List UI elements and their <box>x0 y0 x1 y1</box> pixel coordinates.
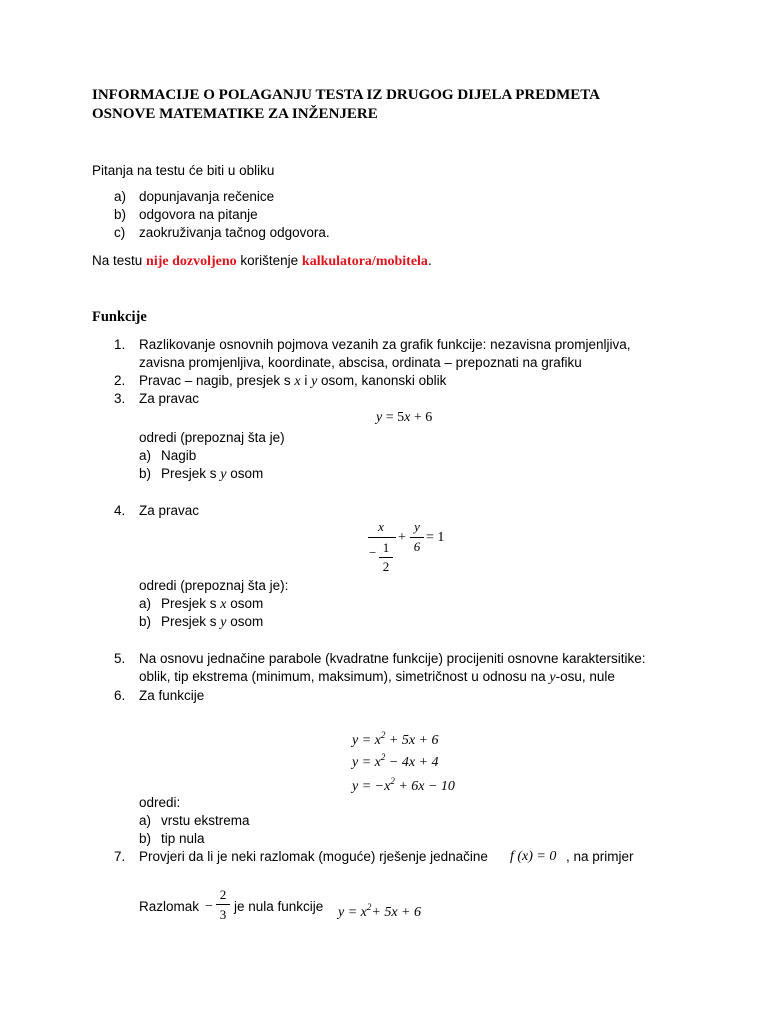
q3-instruction: odredi (prepoznaj šta je) <box>139 430 285 445</box>
q7-example-function: $y = x^2+ 5x + 6$ <box>338 902 421 920</box>
q6-number: 6. <box>114 688 126 703</box>
q6-equation-3: $y = -x^2 + 6x - 10$ <box>352 776 455 794</box>
q4-frac1-numerator: x <box>378 519 384 534</box>
q5-number: 5. <box>114 651 126 666</box>
q6-item-b-text: tip nula <box>161 831 205 846</box>
intro-item-c-label: c) <box>114 225 126 240</box>
q4-inner-bar <box>379 557 393 558</box>
q3-item-a-label: a) <box>139 448 152 463</box>
intro-item-a-text: dopunjavanja rečenice <box>139 189 275 204</box>
q6-item-b-label: b) <box>139 831 152 846</box>
q7-example-denominator: 3 <box>219 907 227 922</box>
q4-frac2-bar <box>410 537 424 538</box>
q4-frac1-minus: − <box>369 545 377 560</box>
intro-item-b-label: b) <box>114 207 127 222</box>
q6-text: Za funkcije <box>139 688 205 703</box>
note-calculators: kalkulatora/mobitela <box>301 254 428 269</box>
title-line-2: OSNOVE MATEMATIKE ZA INŽENJERE <box>92 106 378 122</box>
q3-text: Za pravac <box>139 391 200 406</box>
q7-equation: f (x) = 0 <box>510 849 557 864</box>
q4-rhs: = 1 <box>426 530 445 545</box>
q6-item-a-text: vrstu ekstrema <box>161 813 250 828</box>
q4-item-b-label: b) <box>139 614 152 629</box>
section-heading: Funkcije <box>92 309 147 325</box>
intro-item-b-text: odgovora na pitanje <box>139 207 258 222</box>
q7-number: 7. <box>114 849 126 864</box>
q7-example-bar <box>216 904 230 905</box>
q6-equation-2: $y = x^2 - 4x + 4$ <box>352 752 439 770</box>
q7-example-minus: − <box>205 899 213 914</box>
q4-item-a-label: a) <box>139 596 152 611</box>
q4-plus: + <box>398 530 406 545</box>
q7-example-middle: je nula funkcije <box>234 899 324 914</box>
intro-item-c-text: zaokruživanja tačnog odgovora. <box>139 225 330 240</box>
q5-line-1: Na osnovu jednačine parabole (kvadratne funkcije) procijeniti osnovne karaktersitike: <box>139 651 646 666</box>
q2-number: 2. <box>114 373 126 388</box>
note-not-allowed: nije dozvoljeno <box>146 254 237 269</box>
q6-equation-1: $y = x^2 + 5x + 6$ <box>352 730 439 748</box>
q1-number: 1. <box>114 337 126 352</box>
q3-item-b-text: Presjek s y osom <box>161 466 264 482</box>
q4-item-b-text: Presjek s y osom <box>161 614 264 630</box>
q1-line-2: zavisna promjenljiva, koordinate, abscisa, ordinata – prepoznati na grafiku <box>139 355 582 370</box>
q4-frac1-bar <box>368 537 396 538</box>
q2-text: Pravac – nagib, presjek s x i y osom, kanonski oblik <box>139 373 447 389</box>
q4-text: Za pravac <box>139 503 200 518</box>
q1-line-1: Razlikovanje osnovnih pojmova vezanih za grafik funkcije: nezavisna promjenljiva, <box>139 337 631 352</box>
calculator-note <box>92 252 432 271</box>
q3-equation: y = 5x + 6 <box>376 410 433 425</box>
q4-number: 4. <box>114 503 126 518</box>
note-prefix: Na testu <box>92 253 147 268</box>
q4-inner-numerator: 1 <box>382 540 390 555</box>
intro-text: Pitanja na testu će biti u obliku <box>92 163 275 178</box>
q7-example-label: Razlomak <box>139 899 200 914</box>
q4-frac2-numerator: y <box>414 519 420 534</box>
q7-example-numerator: 2 <box>219 887 227 902</box>
q5-line-2: oblik, tip ekstrema (minimum, maksimum), simetričnost u odnosu na y-osu, nule <box>139 669 615 685</box>
note-middle: korištenje <box>236 253 302 268</box>
q4-inner-denominator: 2 <box>382 559 390 574</box>
q7-tail: , na primjer <box>566 849 634 864</box>
q4-item-a-text: Presjek s x osom <box>161 596 264 612</box>
q4-instruction: odredi (prepoznaj šta je): <box>139 578 289 593</box>
q7-text: Provjeri da li je neki razlomak (moguće) rješenje jednačine <box>139 849 488 864</box>
q4-frac2-denominator: 6 <box>413 539 421 554</box>
q6-instruction: odredi: <box>139 795 181 810</box>
q6-item-a-label: a) <box>139 813 152 828</box>
note-suffix: . <box>427 253 432 268</box>
q3-number: 3. <box>114 391 126 406</box>
intro-item-a-label: a) <box>114 189 127 204</box>
title-line-1: INFORMACIJE O POLAGANJU TESTA IZ DRUGOG DIJELA PREDMETA <box>92 87 600 103</box>
q3-item-b-label: b) <box>139 466 152 481</box>
q3-item-a-text: Nagib <box>161 448 197 463</box>
